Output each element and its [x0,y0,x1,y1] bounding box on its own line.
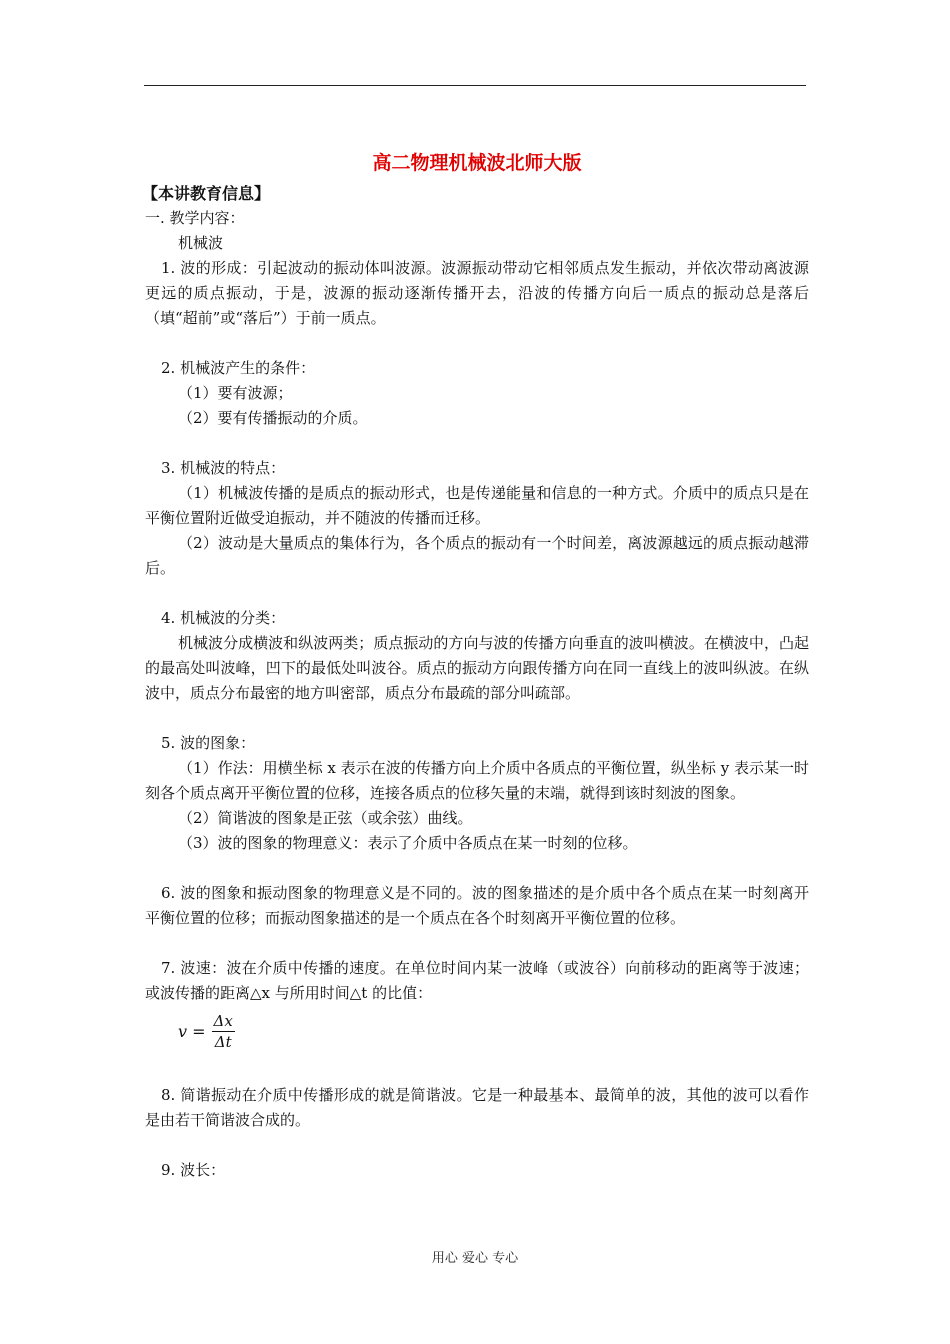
formula-numerator: Δx [213,1011,233,1030]
intro-topic: 机械波 [178,234,224,252]
paragraph-5-heading: 5. 波的图象： [161,734,256,752]
paragraph-2-heading: 2. 机械波产生的条件： [161,359,316,377]
formula-denominator: Δt [214,1032,232,1051]
paragraph-1-formation: 1. 波的形成：引起波动的振动体叫波源。波源振动带动它相邻质点发生振动，并依次带动离波源更远的质点振动，于是，波源的振动逐渐传播开去，沿波的传播方向后一质点的振动总是落后（填“超前”或“落后”）于前一质点。 [145,259,809,327]
intro-item: 一. 教学内容： [145,209,245,227]
paragraph-3-heading: 3. 机械波的特点： [161,459,286,477]
paragraph-3-item-a: （1）机械波传播的是质点的振动形式，也是传递能量和信息的一种方式。介质中的质点只是在平衡位置附近做受迫振动，并不随波的传播而迁移。 [145,484,809,527]
paragraph-7-wave-speed: 7. 波速：波在介质中传播的速度。在单位时间内某一波峰（或波谷）向前移动的距离等于波速；或波传播的距离△x 与所用时间△t 的比值： [145,959,809,1002]
paragraph-5-item-a: （1）作法：用横坐标 x 表示在波的传播方向上介质中各质点的平衡位置，纵坐标 y 表示某一时刻各个质点离开平衡位置的位移，连接各质点的位移矢量的末端，就得到该时刻波的图象。 [145,759,809,802]
section-heading: 【本讲教育信息】 [142,184,271,203]
paragraph-3-item-b: （2）波动是大量质点的集体行为，各个质点的振动有一个时间差，离波源越远的质点振动越滞后。 [145,534,809,577]
paragraph-5-item-b: （2）简谐波的图象是正弦（或余弦）曲线。 [178,809,473,827]
paragraph-9-heading: 9. 波长： [161,1161,226,1179]
paragraph-6: 6. 波的图象和振动图象的物理意义是不同的。波的图象描述的是介质中各个质点在某一时刻离开平衡位置的位移；而振动图象描述的是一个质点在各个时刻离开平衡位置的位移。 [145,884,809,927]
header-rule [144,85,806,86]
paragraph-2-item-b: （2）要有传播振动的介质。 [178,409,368,427]
wave-speed-formula [178,1008,809,1054]
paragraph-5-item-c: （3）波的图象的物理意义：表示了介质中各质点在某一时刻的位移。 [178,834,638,852]
document-title: 高二物理机械波北师大版 [372,152,582,174]
paragraph-8: 8. 简谐振动在介质中传播形成的就是简谐波。它是一种最基本、最简单的波，其他的波可以看作是由若干简谐波合成的。 [145,1086,809,1129]
formula-fraction [212,1011,235,1052]
formula-lhs: v = [178,1021,206,1041]
document-body [142,148,809,1183]
paragraph-2-item-a: （1）要有波源； [178,384,293,402]
page-footer: 用心 爱心 专心 [431,1251,519,1266]
paragraph-4-body: 机械波分成横波和纵波两类；质点振动的方向与波的传播方向垂直的波叫横波。在横波中，凸起的最高处叫波峰，凹下的最低处叫波谷。质点的振动方向跟传播方向在同一直线上的波叫纵波。在纵波中，质点分布最密的地方叫密部，质点分布最疏的部分叫疏部。 [145,634,809,702]
paragraph-4-heading: 4. 机械波的分类： [161,609,286,627]
